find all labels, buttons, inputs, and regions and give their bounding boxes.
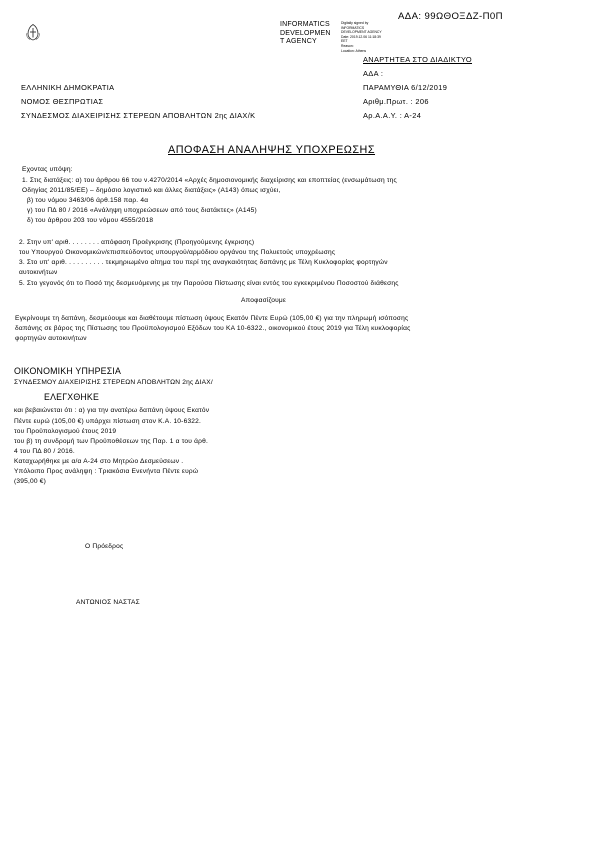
logo-text-line: DEVELOPMEN bbox=[280, 29, 331, 37]
digital-signature-block bbox=[280, 21, 382, 53]
logo-text-line: INFORMATICS bbox=[280, 21, 330, 28]
considering-label: Εχοντας υπόψη: bbox=[22, 166, 73, 173]
greek-emblem-icon bbox=[25, 23, 41, 46]
considering-line: 3. Στο υπ' αριθ. . . . . . . . . . τεκμηριωμένο αίτημα του περί της αναγκαιότητας δαπάνης με Τέλη Κυκλοφορίας φορτηγών bbox=[19, 259, 388, 266]
finance-line: του β) τη συνδρομή των Προϋποθέσεων της Παρ. 1 α του άρθ. bbox=[14, 438, 208, 445]
finance-title: ΟΙΚΟΝΟΜΙΚΗ ΥΠΗΡΕΣΙΑ bbox=[14, 366, 122, 376]
considering-line: 1. Στις διατάξεις: α) του άρθρου 66 του ν.4270/2014 «Αρχές δημοσιονομικής διαχείρισης και εποπτείας (ενσωμάτωση της bbox=[22, 177, 397, 184]
finance-line: (395,00 €) bbox=[14, 478, 47, 485]
considering-line: Οδηγίας 2011/85/ΕΕ) – δημόσιο λογιστικό και άλλες διατάξεις» (Α143) όπως ισχύει, bbox=[22, 187, 281, 194]
decision-line: δαπάνης σε βάρος της Πίστωσης του Προϋπολογισμού Εξόδων του ΚΑ 10-6322., οικονομικού έτους 2019 για Τέλη κυκλοφορίας bbox=[15, 325, 411, 332]
considering-line: 5. Στο γεγονός ότι το Ποσό της δεσμευόμενης με την Παρούσα Πίστωσης είναι εντός του εγκεκριμένου Ποσοστού διάθεσης bbox=[19, 280, 399, 287]
finance-line: Υπόλοιπο Προς ανάληψη : Τριακόσια Ενενήντα Πέντε ευρώ bbox=[14, 468, 199, 475]
issuer-line: ΕΛΛΗΝΙΚΗ ΔΗΜΟΚΡΑΤΙΑ bbox=[21, 83, 115, 92]
place-date: ΠΑΡΑΜΥΘΙΑ 6/12/2019 bbox=[363, 83, 448, 92]
considering-line: αυτοκινήτων bbox=[19, 269, 58, 276]
signature-detail-line: DEVELOPMENT AGENCY bbox=[341, 30, 382, 35]
finance-line: του Προϋπολογισμού έτους 2019 bbox=[14, 428, 117, 435]
finance-line: Καταχωρήθηκε με α/α Α-24 στο Μητρώο Δεσμεύσεων . bbox=[14, 458, 184, 465]
signature-detail-line: Location: Athens bbox=[341, 48, 367, 53]
considering-line: β) του νόμου 3463/06 άρθ.158 παρ. 4α bbox=[27, 197, 149, 204]
signature-detail-line: Digitally signed by bbox=[341, 21, 369, 25]
finance-line: Πέντε ευρώ (105,00 €) υπάρχει πίστωση στον Κ.Α. 10-6322. bbox=[14, 418, 202, 425]
document-title: ΑΠΟΦΑΣΗ ΑΝΑΛΗΨΗΣ ΥΠΟΧΡΕΩΣΗΣ bbox=[168, 144, 376, 156]
issuer-line: ΣΥΝΔΕΣΜΟΣ ΔΙΑΧΕΙΡΙΣΗΣ ΣΤΕΡΕΩΝ ΑΠΟΒΛΗΤΩΝ 2ης ΔΙΑΧ/Κ bbox=[21, 111, 256, 120]
considering-line: γ) του ΠΔ 80 / 2016 «Ανάληψη υποχρεώσεων από τους διατάκτες» (Α145) bbox=[27, 207, 257, 214]
finance-line: 4 του ΠΔ 80 / 2016. bbox=[14, 448, 75, 455]
ada-stamp: ΑΔΑ: 99ΩΘΟΞΔΖ-Π0Π bbox=[398, 11, 503, 22]
ada-label: ΑΔΑ : bbox=[363, 69, 384, 78]
signatory-name: ΑΝΤΩΝΙΟΣ ΝΑΣΤΑΣ bbox=[76, 599, 140, 606]
signature-details bbox=[341, 21, 382, 53]
considering-line: του Υπουργού Οικονομικών/επισπεύδοντος υπουργού/αρμόδιου οργάνου της Πολυετούς υποχρέωσης bbox=[19, 249, 336, 256]
checked-label: ΕΛΕΓΧΘΗΚΕ bbox=[44, 392, 100, 402]
finance-subtitle: ΣΥΝΔΕΣΜΟΥ ΔΙΑΧΕΙΡΙΣΗΣ ΣΤΕΡΕΩΝ ΑΠΟΒΛΗΤΩΝ 2ης ΔΙΑΧ/ bbox=[14, 379, 213, 386]
decision-line: Εγκρίνουμε τη δαπάνη, δεσμεύουμε και διαθέτουμε πίστωση ύψους Εκατόν Πέντε Ευρώ (105,00 €) για την πληρωμή ισόποσης bbox=[15, 315, 409, 322]
considering-line: 2. Στην υπ' αριθ. . . . . . . . απόφαση Προέγκρισης (Προηγούμενης έγκρισης) bbox=[19, 239, 255, 246]
signature-detail-line: Reason: bbox=[341, 43, 354, 48]
issuer-line: ΝΟΜΟΣ ΘΕΣΠΡΩΤΙΑΣ bbox=[21, 97, 104, 106]
signature-detail-line: INFORMATICS bbox=[341, 25, 365, 30]
signature-detail-line: Date: 2019.12.06 11:18:39 bbox=[341, 34, 381, 39]
protocol-number: Αριθμ.Πρωτ. : 206 bbox=[363, 97, 429, 106]
signature-detail-line: EET bbox=[341, 39, 348, 44]
finance-line: και βεβαιώνεται ότι : α) για την ανατέρω δαπάνη ύψους Εκατόν bbox=[14, 407, 210, 414]
decision-heading: Αποφασίζουμε bbox=[241, 297, 287, 304]
logo-text-line: T AGENCY bbox=[280, 38, 317, 46]
signatory-role: Ο Πρόεδρος bbox=[85, 543, 124, 550]
considering-line: δ) του άρθρου 203 του νόμου 4555/2018 bbox=[27, 217, 154, 224]
aay-number: Αρ.Α.Α.Υ. : Α-24 bbox=[363, 111, 422, 120]
publish-note: ΑΝΑΡΤΗΤΕΑ ΣΤΟ ΔΙΑΔΙΚΤΥΟ bbox=[363, 55, 473, 64]
decision-line: φορτηγών αυτοκινήτων bbox=[15, 335, 87, 342]
